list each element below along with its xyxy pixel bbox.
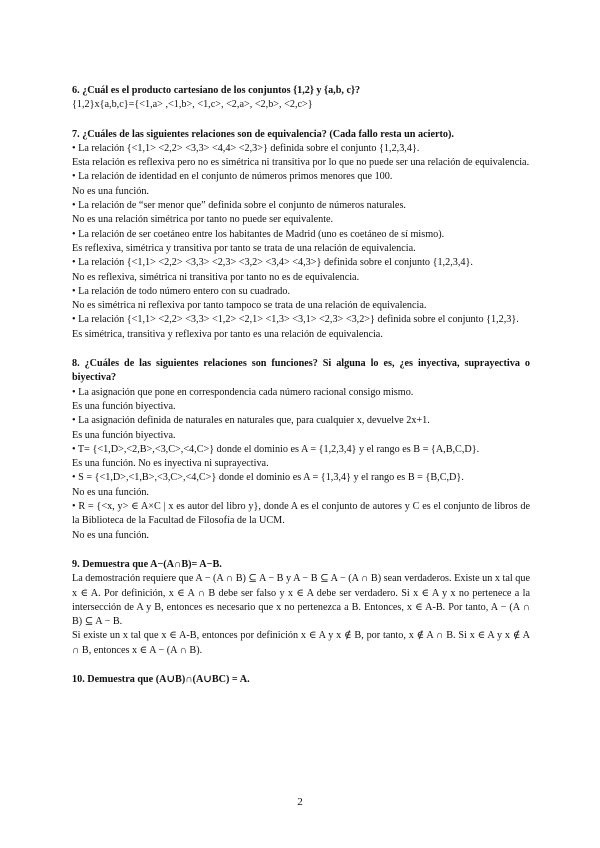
answer-line: • La relación {<1,1> <2,2> <3,3> <1,2> <2,1> <1,3> <3,1> <2,3> <3,2>} definida sobre el conjunto {1,2,3}. [72,314,519,326]
answer-line: No es una función. [72,529,149,541]
section-7 [72,128,530,342]
answer-line: Es reflexiva, simétrica y transitiva por tanto se trata de una relación de equivalencia. [72,242,416,254]
answer-line: • La relación {<1,1> <2,2> <3,3> <4,4> <2,3>} definida sobre el conjunto {1,2,3,4}. [72,142,420,154]
answer-line: • La relación de “ser menor que” definida sobre el conjunto de números naturales. [72,200,406,212]
answer-line: Esta relación es reflexiva pero no es simétrica ni transitiva por lo que no puede ser una relación de equivalencia. [72,157,530,169]
answer-line: Es una función biyectiva. [72,429,176,441]
section-9 [72,558,530,658]
answer-line: • La asignación que pone en correspondencia cada número racional consigo mismo. [72,386,414,398]
section-8 [72,357,530,543]
answer-line: La demostración requiere que A − (A ∩ B) ⊆ A − B y A − B ⊆ A − (A ∩ B) sean verdaderos. Existe un x tal que x ∈ A. Por definición, x ∈ A ∩ B debe ser falso y x ∈ A debe ser verdadero. Si x ∈ A y x no pertenece a la intersección de A y B, entonces es necesario que x no pertenezca a B. Entonces, x ∈ A-B. Por tanto, A − (A ∩ B) ⊆ A − B. [72,573,530,628]
answer-line: No es una función. [72,185,149,197]
answer-line: • La relación de ser coetáneo entre los habitantes de Madrid (uno es coetáneo de sí mismo). [72,228,445,240]
answer-line: • La relación {<1,1> <2,2> <3,3> <2,3> <3,2> <3,4> <4,3>} definida sobre el conjunto {1,2,3,4}. [72,257,473,269]
answer-line: • S = {<1,D>,<1,B>,<3,C>,<4,C>} donde el dominio es A = {1,3,4} y el rango es B = {B,C,D}. [72,472,464,484]
answer-line: No es una relación simétrica por tanto no puede ser equivalente. [72,214,334,226]
answer-line: • R = {<x, y> ∈ A×C | x es autor del libro y}, donde A es el conjunto de autores y C es el conjunto de libros de la Biblioteca de la Facultad de Filosofía de la UCM. [72,501,530,527]
question-heading: 7. ¿Cuáles de las siguientes relaciones son de equivalencia? (Cada fallo resta un acierto). [72,128,454,140]
answer-line: No es simétrica ni reflexiva por tanto tampoco se trata de una relación de equivalencia. [72,300,427,312]
answer-line: • T= {<1,D>,<2,B>,<3,C>,<4,C>} donde el dominio es A = {1,2,3,4} y el rango es B = {A,B,C,D}. [72,443,480,455]
section-6 [72,84,530,113]
answer-line: • La relación de todo número entero con su cuadrado. [72,285,290,297]
question-heading: 9. Demuestra que A−(A∩B)= A−B. [72,558,222,570]
answer-line: No es reflexiva, simétrica ni transitiva por tanto no es de equivalencia. [72,271,360,283]
answer-line: No es una función. [72,486,149,498]
page-number: 2 [297,796,303,808]
answer-line: Es una función. No es inyectiva ni suprayectiva. [72,458,269,470]
answer-line: {1,2}x{a,b,c}={<1,a> ,<1,b>, <1,c>, <2,a>, <2,b>, <2,c>} [72,99,313,111]
answer-line: Es simétrica, transitiva y reflexiva por tanto es una relación de equivalencia. [72,328,383,340]
question-heading: 10. Demuestra que (A∪B)∩(A∪BC) = A. [72,673,250,685]
answer-line: Si existe un x tal que x ∈ A-B, entonces por definición x ∈ A y x ∉ B, por tanto, x ∉ A ∩ B. Si x ∈ A y x ∉ A ∩ B, entonces x ∈ A − (A ∩ B). [72,630,530,656]
answer-line: Es una función biyectiva. [72,400,176,412]
section-10 [72,673,530,687]
answer-line: • La asignación definida de naturales en naturales que, para cualquier x, devuelve 2x+1. [72,415,430,427]
answer-line: • La relación de identidad en el conjunto de números primos menores que 100. [72,171,393,183]
question-heading: 6. ¿Cuál es el producto cartesiano de los conjuntos {1,2} y {a,b, c}? [72,85,361,96]
question-heading: 8. ¿Cuáles de las siguientes relaciones son funciones? Si alguna lo es, ¿es inyectiva, suprayectiva o biyectiva? [72,358,530,384]
document-body [72,84,530,702]
sections-container [72,84,530,687]
